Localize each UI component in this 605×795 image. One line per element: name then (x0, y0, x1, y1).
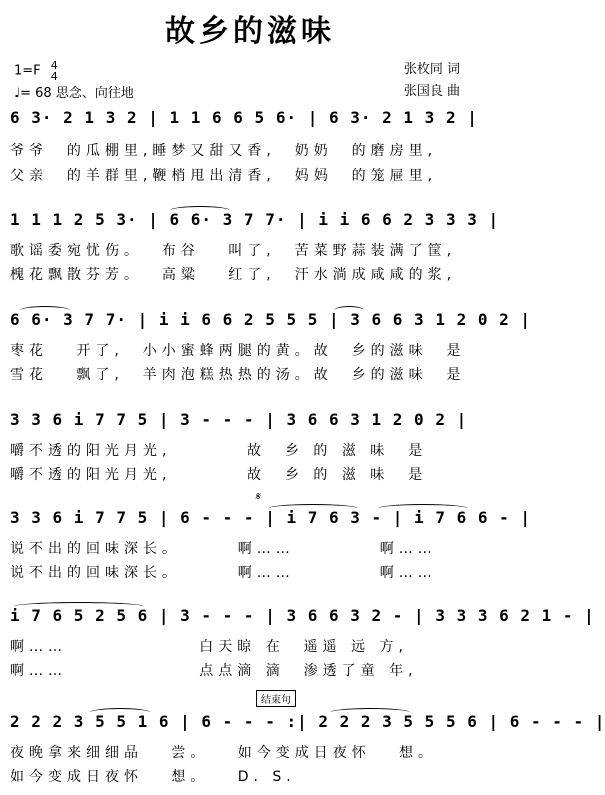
notes-line: 3 3 6 i 7 7 5 | 3 - - - | 3 6 6 3 1 2 0 2 | (10, 410, 468, 429)
notes-line: i 7 6 5 2 5 6 | 3 - - - | 3 6 6 3 2 - | 3 3 3 6 2 1 - | (10, 606, 595, 625)
lyricist-credit: 张枚同 词 (403, 62, 460, 77)
lyric-verse-2: 父亲 的羊群里,鞭梢甩出清香, 妈妈 的笼屉里, (10, 168, 438, 184)
lyric-verse-1: 嚼不透的阳光月光, 故 乡 的 滋 味 是 (10, 443, 428, 459)
lyric-verse-2: 嚼不透的阳光月光, 故 乡 的 滋 味 是 (10, 467, 428, 483)
time-bottom: 4 (50, 70, 58, 83)
lyric-verse-1: 夜晚拿来细细品 尝。 如今变成日夜怀 想。 (10, 745, 438, 761)
composer-credit: 张国良 曲 (403, 84, 460, 99)
lyric-verse-2: 如今变成日夜怀 想。 D. S. (10, 769, 296, 785)
notes-line: 2 2 2 3 5 5 1 6 | 6 - - - :| 2 2 2 3 5 5 5 6 | 6 - - - | (10, 712, 605, 731)
tempo-marking: ♩= 68 思念、向往地 (14, 86, 134, 101)
lyric-verse-2: 槐花飘散芬芳。 高粱 红了, 汗水淌成咸咸的浆, (10, 267, 457, 283)
key-signature (14, 60, 58, 82)
lyric-verse-1: 啊…… 白天晾 在 遥遥 远 方, (10, 639, 409, 655)
lyric-verse-1: 枣花 开了, 小小蜜蜂两腿的黄。故 乡的滋味 是 (10, 343, 466, 359)
lyric-verse-2: 雪花 飘了, 羊肉泡糕热热的汤。故 乡的滋味 是 (10, 367, 466, 383)
page-title: 故乡的滋味 (165, 14, 335, 49)
ending-box: 结束句 (256, 690, 296, 707)
notes-line: 1 1 1 2 5 3· | 6 6· 3 7 7· | i i 6 6 2 3 3 3 | (10, 210, 500, 229)
notes-line: 3 3 6 i 7 7 5 | 6 - - - | i 7 6 3 - | i 7 6 6 - | (10, 508, 532, 527)
key-text: 1=F (14, 63, 41, 79)
lyric-verse-2: 啊…… 点点滴 滴 渗透了童 年, (10, 663, 418, 679)
lyric-verse-1: 说不出的回味深长。 啊…… 啊…… (10, 541, 437, 557)
time-signature (51, 60, 58, 82)
lyric-verse-1: 歌谣委宛忧伤。 布谷 叫了, 苦菜野蒜装满了筐, (10, 243, 457, 259)
notes-line: 6 6· 3 7 7· | i i 6 6 2 5 5 5 | 3 6 6 3 1 2 0 2 | (10, 310, 532, 329)
lyric-verse-2: 说不出的回味深长。 啊…… 啊…… (10, 565, 437, 581)
notes-line: 6 3· 2 1 3 2 | 1 1 6 6 5 6· | 6 3· 2 1 3 2 | (10, 108, 478, 127)
segno-sign: 𝄋 (255, 490, 260, 503)
lyric-verse-1: 爷爷 的瓜棚里,睡梦又甜又香, 奶奶 的磨房里, (10, 143, 438, 159)
time-top: 4 (50, 59, 58, 72)
